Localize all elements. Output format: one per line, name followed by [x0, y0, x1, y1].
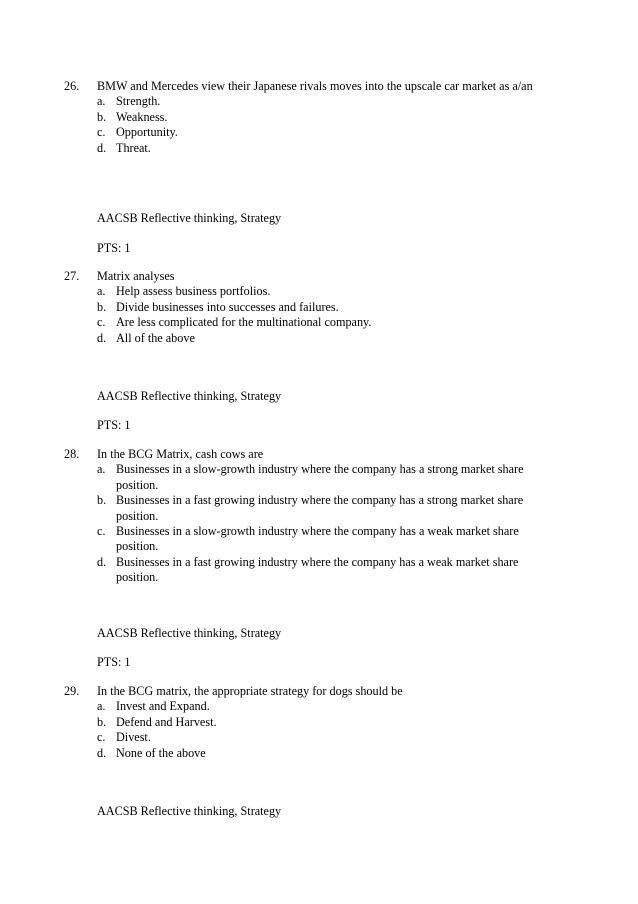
- option-c: [97, 315, 544, 330]
- option-b: [97, 300, 544, 315]
- aacsb-tag: AACSB Reflective thinking, Strategy: [97, 804, 282, 818]
- option-letter: d.: [97, 745, 107, 760]
- option-text: Weakness.: [116, 109, 168, 124]
- option-a: [97, 94, 544, 109]
- option-text: Divide businesses into successes and failures.: [116, 299, 339, 314]
- option-letter: d.: [97, 554, 107, 569]
- question-number: 26.: [64, 79, 80, 93]
- option-text: Businesses in a fast growing industry where the company has a weak market share position.: [116, 554, 519, 585]
- option-letter: a.: [97, 462, 106, 477]
- option-letter: b.: [97, 109, 107, 124]
- option-a: [97, 284, 544, 299]
- option-b: [97, 715, 544, 730]
- option-letter: b.: [97, 299, 107, 314]
- option-letter: c.: [97, 524, 106, 539]
- aacsb-tag: AACSB Reflective thinking, Strategy: [97, 626, 282, 640]
- points-label: PTS: 1: [97, 655, 131, 669]
- question-text: In the BCG Matrix, cash cows are: [97, 447, 264, 461]
- option-text: Invest and Expand.: [116, 699, 210, 714]
- option-letter: c.: [97, 315, 106, 330]
- option-d: [97, 555, 544, 586]
- points-label: PTS: 1: [97, 418, 131, 432]
- aacsb-tag: AACSB Reflective thinking, Strategy: [97, 211, 282, 225]
- option-b: [97, 493, 544, 524]
- option-text: Businesses in a slow-growth industry where the company has a weak market share position.: [116, 524, 519, 554]
- question-27: [64, 269, 544, 346]
- option-letter: a.: [97, 284, 106, 299]
- question-number: 27.: [64, 269, 80, 283]
- option-a: [97, 699, 544, 714]
- question-text: BMW and Mercedes view their Japanese rivals moves into the upscale car market as a/an: [97, 79, 533, 93]
- option-letter: c.: [97, 125, 106, 140]
- option-d: [97, 746, 544, 761]
- option-letter: c.: [97, 730, 106, 745]
- option-a: [97, 462, 544, 493]
- option-text: Divest.: [116, 730, 151, 745]
- option-text: Opportunity.: [116, 125, 178, 140]
- option-b: [97, 110, 544, 125]
- option-letter: d.: [97, 330, 107, 345]
- option-text: None of the above: [116, 745, 206, 760]
- question-29: [64, 684, 544, 761]
- option-text: All of the above: [116, 330, 195, 345]
- question-text: Matrix analyses: [97, 269, 175, 283]
- option-text: Help assess business portfolios.: [116, 284, 271, 299]
- option-text: Threat.: [116, 140, 151, 155]
- option-text: Businesses in a fast growing industry where the company has a strong market share position.: [116, 493, 524, 523]
- option-c: [97, 730, 544, 745]
- question-number: 29.: [64, 684, 80, 698]
- aacsb-tag: AACSB Reflective thinking, Strategy: [97, 389, 282, 403]
- option-c: [97, 125, 544, 140]
- option-text: Businesses in a slow-growth industry where the company has a strong market share position.: [116, 462, 524, 492]
- option-d: [97, 331, 544, 346]
- option-text: Defend and Harvest.: [116, 714, 217, 729]
- option-text: Are less complicated for the multinational company.: [116, 315, 372, 330]
- option-letter: d.: [97, 140, 107, 155]
- question-28: [64, 447, 544, 586]
- question-number: 28.: [64, 447, 80, 461]
- question-26: [64, 79, 544, 156]
- question-text: In the BCG matrix, the appropriate strategy for dogs should be: [97, 684, 403, 698]
- option-letter: a.: [97, 94, 106, 109]
- option-letter: b.: [97, 714, 107, 729]
- option-d: [97, 141, 544, 156]
- points-label: PTS: 1: [97, 241, 131, 255]
- option-c: [97, 524, 544, 555]
- option-letter: a.: [97, 699, 106, 714]
- option-letter: b.: [97, 493, 107, 508]
- option-text: Strength.: [116, 94, 161, 109]
